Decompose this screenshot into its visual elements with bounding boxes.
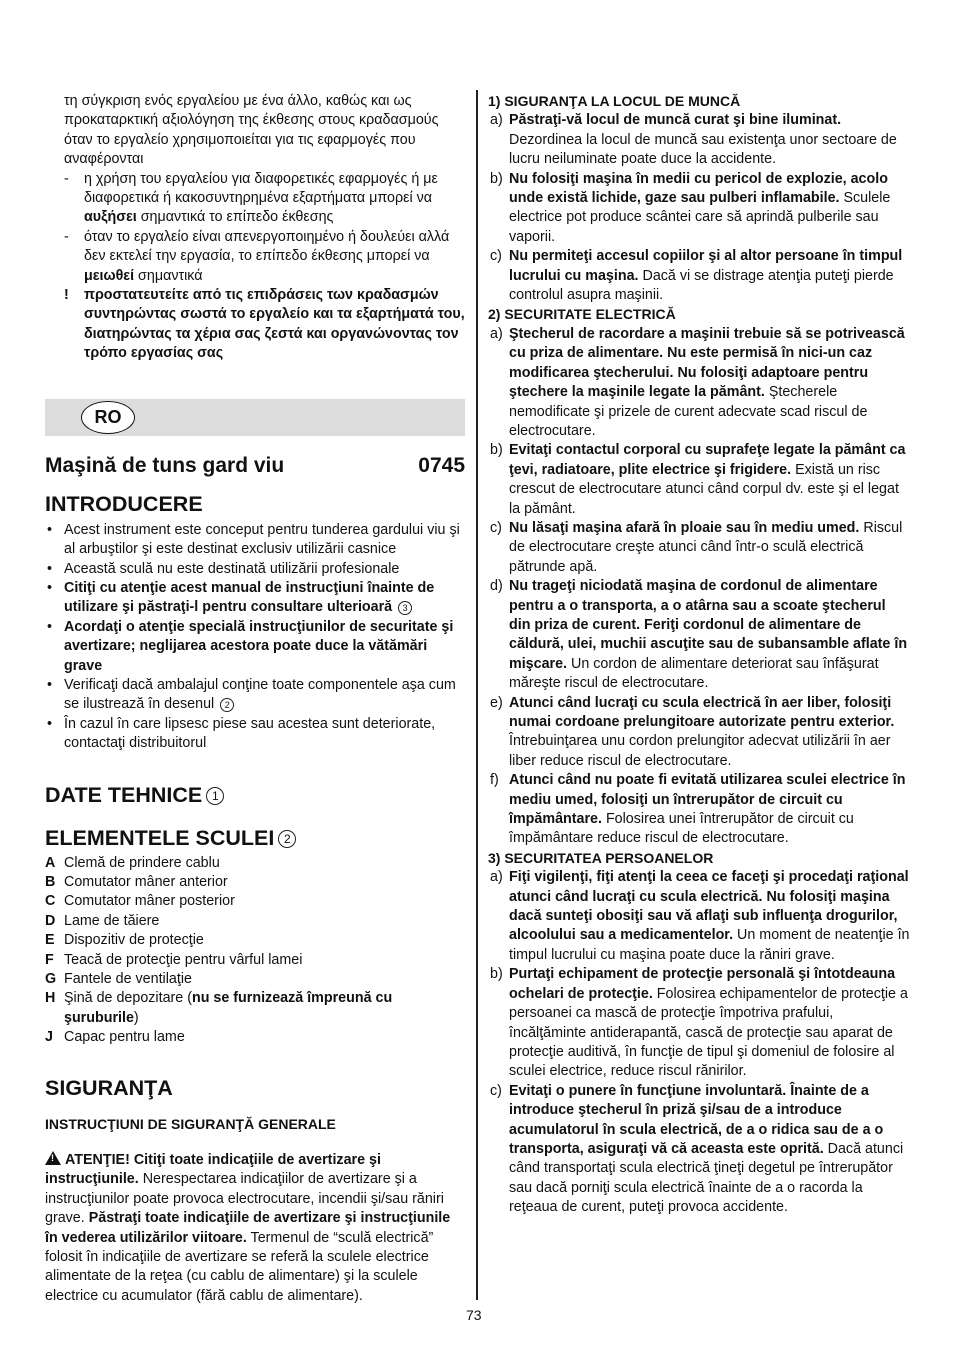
bullet: • [47,676,53,693]
warning-paragraph [45,1151,465,1306]
product-code: 0745 [418,453,465,477]
text: Dispozitiv de protecţie [64,932,204,949]
item-marker: a) [490,112,503,129]
text: όταν το εργαλείο είναι απενεργοποιημένο ή δουλεύει αλλά δεν εκτελεί την εργασία, το επίπεδο έκθεσης μπορεί να [84,228,450,265]
greek-warning-item [45,286,465,364]
emphasis: Atunci când nu poate fi evitată utilizarea sculei electrice în mediu umed, folosiţi un întrerupător de circuit cu împământare. [509,772,906,828]
emphasis: Evitaţi contactul corporal cu suprafeţe legate la pământ ca ţevi, radiatoare, plite electrice şi frigidere. [509,442,906,478]
page-number: 73 [466,1307,482,1323]
text: Teacă de protecţie pentru vârful lamei [64,951,303,968]
greek-intro: τη σύγκριση ενός εργαλείου με ένα άλλο, καθώς και ως προκαταρκτική αξιολόγηση της έκθεσης στους κραδασμούς όταν το εργαλείο χρησιμοποιείται για τις εφαρμογές που αναφέρονται [64,93,439,168]
text: Dacă atunci când transportaţi scula electrică ţineţi degetul pe întrerupător sau dacă porniţi scula electrică înainte de a o racorda la reţeaua de curent, puteţi provoca accidente. [509,1140,904,1216]
text: Fantele de ventilaţie [64,971,192,987]
key: G [45,971,57,987]
list-item [45,579,465,618]
item-marker: e) [490,694,503,711]
component-item [45,989,465,1028]
safety-item [488,247,910,305]
text: Comutator mâner posterior [64,893,235,910]
component-item [45,854,465,873]
text: DATE TEHNICE [45,782,203,807]
bullet: • [47,618,53,635]
text: Verificaţi dacă ambalajul conţine toate componentele aşa cum se ilustrează în desenul [64,676,456,713]
text: Nerespectarea indicaţiilor de avertizare şi a instrucţiunilor poate provoca electrocutare, incendii şi/sau răniri grave. [45,1171,444,1227]
subsection-title: 3) SECURITATEA PERSOANELOR [488,849,714,866]
component-item [45,892,465,911]
figure-ref: 3 [398,601,412,615]
text: Şină de depozitare ( [64,990,192,1007]
language-bar [45,399,465,436]
safety-item [488,965,910,1081]
emphasis: Păstraţi-vă locul de muncă curat şi bine iluminat. [509,112,842,129]
key: F [45,951,54,968]
component-item [45,1028,465,1047]
exclamation-marker: ! [64,287,69,304]
warning-icon [45,1151,61,1165]
text: În cazul în care lipsesc piese sau acestea sunt deteriorate, contactaţi distribuitorul [64,715,436,752]
bullet: • [47,579,53,596]
text: Clemă de prindere cablu [64,854,220,871]
item-marker: f) [490,772,499,789]
key: C [45,893,56,910]
text: Dezordinea la locul de muncă sau existenţa unor sectoare de lucru neiluminate poate duce la accidente. [509,131,897,168]
dash-marker: - [64,228,69,245]
text: Riscul de electrocutare creşte atunci când într-o sculă electrică pătrunde apă. [509,519,903,575]
safety-item [488,325,910,441]
emphasis: Evitaţi o punere în funcţiune involuntară. Înainte de a introduce ştecherul în priză şi/sau de a introduce acumulatorul în scula electrică, de a o ridica sau de a o transporta, asiguraţi vă că aceasta este oprită. [509,1082,884,1157]
item-marker: c) [490,248,502,265]
text: Există un risc crescut de electrocutare atunci când corpul dv. este şi el legat la pământ. [509,461,899,517]
component-item [45,912,465,931]
safety-item [488,694,910,772]
text: η χρήση του εργαλείου για διαφορετικές εφαρμογές ή με διαφορετικά ή κακοσυντηρημένα εξαρτήματα μπορεί να [84,170,438,207]
product-name: Maşină de tuns gard viu [45,453,285,477]
emphasis: Nu trageţi niciodată maşina de cordonul de alimentare pentru a o transporta, a o atârna sau a scoate ştecherul din priza de curent. Feriţi cordonul de alimentare de căldură, ulei, muchii ascuţite sau de subansamble aflate în mişcare. [509,578,908,672]
figure-ref: 2 [220,698,234,712]
subsection-title: INSTRUCŢIUNI DE SIGURANŢĂ GENERALE [45,1115,336,1132]
text: Un moment de neatenţie în timpul lucrului cu maşina poate duce la răniri grave. [509,927,910,963]
section-title-siguranta: SIGURANŢA [45,1075,173,1100]
text: Comutator mâner anterior [64,873,228,890]
text: προστατευτείτε από τις επιδράσεις των κραδασμών συντηρώντας σωστά το εργαλείο και τα εξαρτήματά του, διατηρώντας τα χέρια σας ζεστά και οργανώνοντας τον τρόπο εργασίας σας [84,287,465,362]
text: Capac pentru lame [64,1029,185,1046]
key: J [45,1029,53,1046]
text: ) [133,1009,139,1026]
item-marker: b) [490,442,503,459]
subsection-title: 1) SIGURANŢA LA LOCUL DE MUNCĂ [488,93,741,109]
emphasis: μειωθεί [84,267,135,284]
text: Ştecherele nemodificate şi prizele de curent adecvate scad riscul de electrocutare. [509,384,868,439]
emphasis: Fiţi vigilenţi, fiţi atenţi la ceea ce faceţi şi procedaţi raţional atunci când lucraţi cu scula electrică. Nu folosiţi maşina dacă sunteţi obosiţi sau vă aflaţi sub influenţa drogurilor, alcoolului sau a medicamentelor. [509,869,909,944]
column-divider [476,90,478,1300]
component-item [45,951,465,970]
text: Un cordon de alimentare deteriorat sau înfăşurat măreşte riscul de electrocutare. [509,655,879,692]
text: Acordaţi o atenţie specială instrucţiunilor de securitate şi avertizare; neglijarea acestora poate duce la vătămări grave [64,618,454,674]
text: Acest instrument este conceput pentru tunderea gardului viu şi al arbuştilor şi este destinat exclusiv utilizării casnice [64,521,460,558]
product-title [45,453,465,479]
list-item [45,676,465,715]
text: Termenul de “sculă electrică” folosit în indicaţiile de avertizare se referă la sculele electrice alimentate de la reţea (cu cablu de alimentare) şi la sculele electrice cu acumulator (fără cablu de alimentare). [45,1229,434,1304]
section-title-date-tehnice [45,782,465,808]
safety-item [488,170,910,248]
list-item [45,521,465,560]
emphasis: Nu permiteţi accesul copiilor şi al altor persoane în timpul lucrului cu maşina. [509,248,903,284]
text: σημαντικά το επίπεδο έκθεσης [136,209,334,226]
right-column [488,92,910,1218]
safety-item [488,771,910,849]
emphasis: ATENŢIE! Citiţi toate indicaţiile de avertizare şi instrucţiunile. [45,1152,381,1188]
emphasis: Ştecherul de racordare a maşinii trebuie să se potrivească cu priza de alimentare. Nu este permisă în nici-un caz modificarea ştecherului. Nu folosiţi adaptoare pentru ştechere la maşinile legate la pământ. [509,325,905,401]
figure-ref: 1 [206,787,224,805]
safety-item [488,441,910,519]
key: B [45,873,56,890]
item-marker: a) [490,325,503,342]
item-marker: d) [490,578,503,595]
text: Folosirea unei întrerupător de circuit cu împământare reduce riscul de electrocutare. [509,811,854,847]
subsection-title: 2) SECURITATE ELECTRICĂ [488,306,676,323]
dash-marker: - [64,170,69,187]
emphasis: Nu lăsaţi maşina afară în ploaie sau în mediu umed. [509,519,860,536]
left-column [45,92,465,1306]
safety-item [488,868,910,965]
text: Sculele electrice pot produce scântei care să aprindă pulberile sau vaporii. [509,190,891,245]
key: H [45,990,56,1007]
text: Întrebuinţarea unu cordon prelungitor adecvat utilizării în aer liber reduce riscul de electrocutare. [509,733,891,769]
safety-item [488,1082,910,1218]
component-item [45,931,465,950]
item-marker: a) [490,869,503,886]
greek-dash-item [45,170,465,228]
emphasis: Purtaţi echipament de protecţie personală şi întotdeauna ochelari de protecţie. [509,966,896,1002]
section-title-elementele [45,825,465,851]
figure-ref: 2 [278,830,296,848]
bullet: • [47,715,53,732]
safety-item [488,519,910,577]
text: Dacă vi se distrage atenţia puteţi pierde controlul asupra maşinii. [509,267,894,304]
language-badge: RO [81,401,135,434]
safety-item [488,111,910,169]
list-item [45,715,465,754]
list-item [45,560,465,579]
emphasis: nu se furnizează împreună cu şuruburile [64,990,393,1026]
key: E [45,932,55,949]
text: Lame de tăiere [64,912,160,929]
emphasis: Păstraţi toate indicaţiile de avertizare şi instrucţiunile în vederea utilizărilor viitoare. [45,1210,451,1246]
greek-dash-item [45,228,465,286]
list-item [45,618,465,676]
text: Această sculă nu este destinată utilizării profesionale [64,560,400,577]
item-marker: c) [490,519,502,536]
key: D [45,912,56,929]
item-marker: b) [490,170,503,187]
text: ELEMENTELE SCULEI [45,825,275,850]
bullet: • [47,521,53,538]
emphasis: Nu folosiţi maşina în medii cu pericol de explozie, acolo unde există lichide, gaze sau pulberi inflamabile. [509,170,888,207]
item-marker: c) [490,1082,502,1099]
text: Citiţi cu atenţie acest manual de instrucţiuni înainte de utilizare şi păstraţi-l pentru consultare ulterioară [64,579,435,616]
emphasis: Atunci când lucraţi cu scula electrică în aer liber, folosiţi numai cordoane prelungitoare autorizate pentru exterior. [509,694,895,730]
component-item [45,873,465,892]
section-title-introducere: INTRODUCERE [45,491,203,516]
component-item [45,970,465,989]
emphasis: αυξήσει [84,209,137,226]
safety-item [488,577,910,693]
key: A [45,854,56,871]
item-marker: b) [490,966,503,983]
bullet: • [47,560,53,577]
text: σημαντικά [134,267,203,284]
text: Folosirea echipamentelor de protecţie a persoanei ca mască de protecţie împotriva prafului, încălţăminte antiderapantă, cască de protecţie sau aparat de protecţie auditivă, în funcţie de tipul şi domeniul de folosire al sculei electrice, reduce riscul rănirilor. [509,985,908,1080]
